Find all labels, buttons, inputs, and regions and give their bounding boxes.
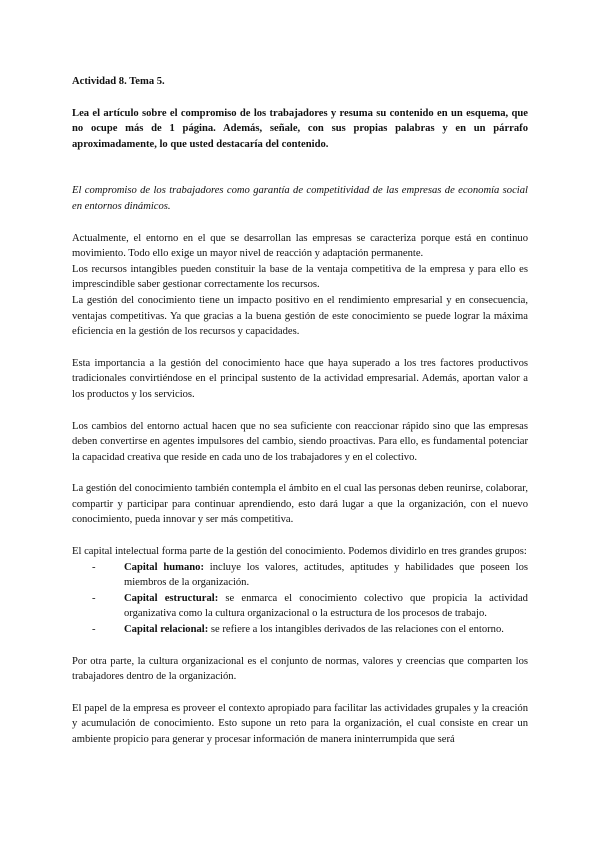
list-item-term: Capital relacional: [124,624,209,636]
list-dash: - [92,592,96,604]
intro-block [72,231,528,340]
paragraph-intangibles: Los recursos intangibles pueden constituir la base de la ventaja competitiva de la empresa y para ello es imprescindible saber gestionar correctamente los recursos. [72,263,528,291]
list-dash: - [92,624,96,636]
instructions-paragraph: Lea el artículo sobre el compromiso de los trabajadores y resuma su contenido en un esquema, que no ocupe más de 1 página. Además, señale, con sus propias palabras y en un párrafo aproximadamente, lo que usted destacaría del contenido. [72,107,528,150]
list-item [72,560,528,591]
paragraph-changes: Los cambios del entorno actual hacen que no sea suficiente con reaccionar rápido sino que las empresas deben convertirse en agentes impulsores del cambio, siendo proactivas. Para ello, es fundamental potenciar la capacidad creativa que reside en cada uno de los trabajadores y en el colectivo. [72,420,528,463]
document-title: Actividad 8. Tema 5. [72,76,165,87]
list-item [72,591,528,622]
list-item-text: se refiere a los intangibles derivados de las relaciones con el entorno. [208,624,504,636]
paragraph-knowledge-management: La gestión del conocimiento tiene un impacto positivo en el rendimiento empresarial y en consecuencia, ventajas competitivas. Ya que gracias a la buena gestión de este conocimiento se puede lograr la máxima eficiencia en la gestión de los recursos y capacidades. [72,294,528,338]
paragraph-importance: Esta importancia a la gestión del conocimiento hace que haya superado a los tres factores productivos tradicionales convirtiéndose en el principal sustento de la actividad empresarial. Además, aportan valor a los productos y los servicios. [72,357,528,400]
list-dash: - [92,561,96,573]
paragraph-collaboration: La gestión del conocimiento también contempla el ámbito en el cual las personas deben reunirse, colaborar, compartir y participar para continuar aprendiendo, esto dará lugar a que la organización, con el nuevo conocimiento, pueda innovar y ser más competitiva. [72,483,528,526]
paragraph-environment: Actualmente, el entorno en el que se desarrollan las empresas se caracteriza porque está en continuo movimiento. Todo ello exige un mayor nivel de reacción y adaptación permanente. [72,232,528,260]
paragraph-company-role: El papel de la empresa es proveer el contexto apropiado para facilitar las actividades grupales y la creación y acumulación de conocimiento. Esto supone un reto para la organización, el cual consiste en crear un ambiente propicio para generar y procesar información de manera ininterrumpida que será [72,702,528,745]
list-item [72,622,528,638]
list-item-term: Capital estructural: [124,592,219,604]
capital-list [72,560,528,638]
paragraph-culture: Por otra parte, la cultura organizacional es el conjunto de normas, valores y creencias que comparten los trabajadores dentro de la organización. [72,655,528,683]
article-subtitle: El compromiso de los trabajadores como garantía de competitividad de las empresas de economía social en entornos dinámicos. [72,185,528,212]
list-item-term: Capital humano: [124,561,204,573]
list-item-text: se enmarca el conocimiento colectivo que propicia la actividad organizativa como la cultura organizacional o la estructura de los procesos de trabajo. [124,592,528,620]
paragraph-intellectual-capital: El capital intelectual forma parte de la gestión del conocimiento. Podemos dividirlo en tres grandes grupos: [72,546,527,558]
list-item-text: incluye los valores, actitudes, aptitudes y habilidades que poseen los miembros de la organización. [124,561,528,589]
